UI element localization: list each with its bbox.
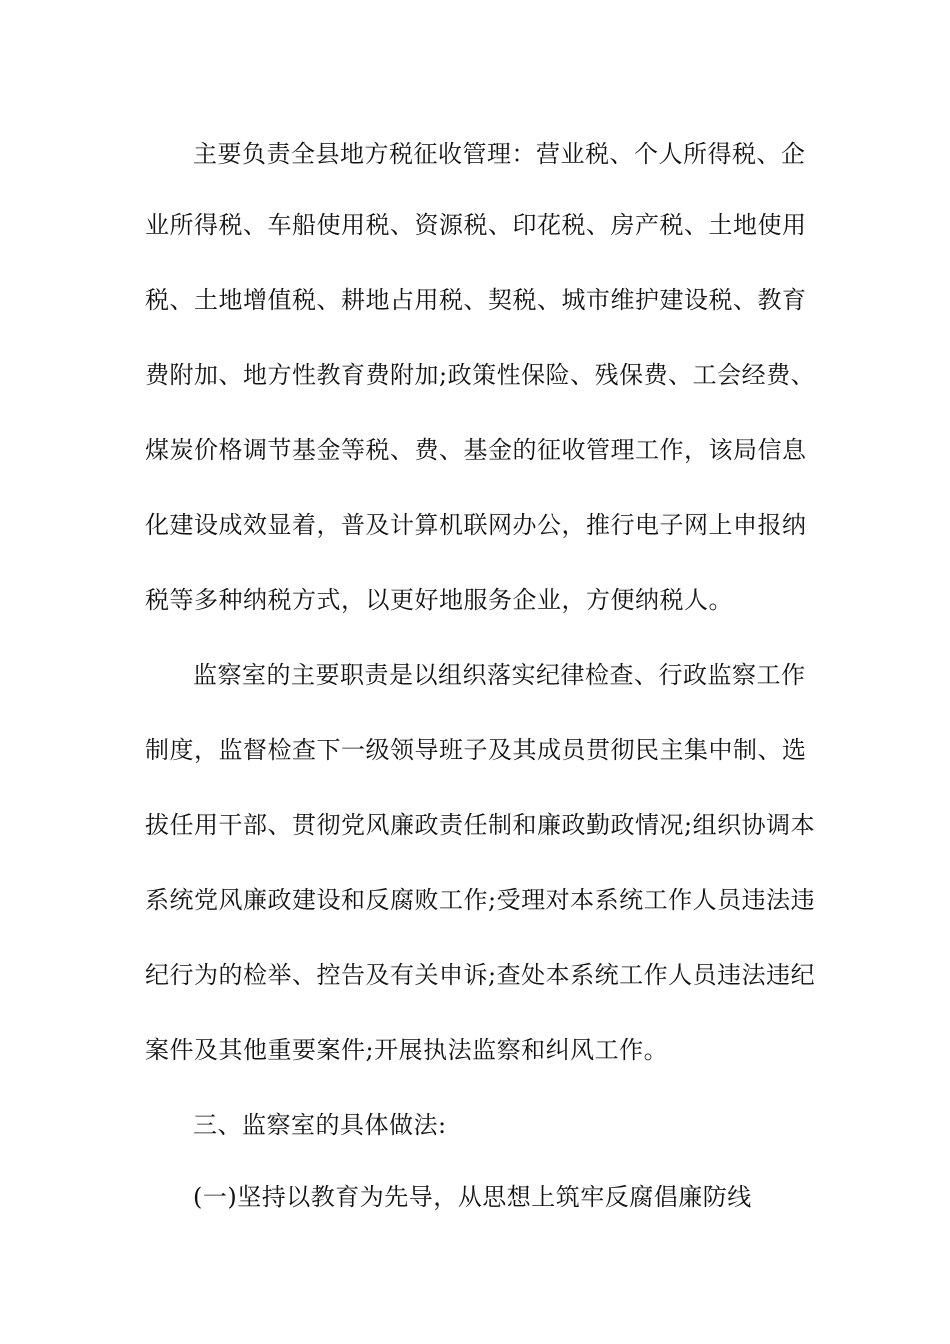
paragraph-2-line-5: 纪行为的检举、控告及有关申诉;查处本系统工作人员违法违纪 [145,961,816,989]
paragraph-1-line-2: 业所得税、车船使用税、资源税、印花税、房产税、土地使用 [145,211,807,239]
paragraph-2-line-1: 监察室的主要职责是以组织落实纪律检查、行政监察工作 [193,661,806,689]
paragraph-2-line-3: 拔任用干部、贯彻党风廉政责任制和廉政勤政情况;组织协调本 [145,811,816,839]
section-heading: 三、监察室的具体做法: [193,1111,447,1139]
paragraph-1-line-4: 费附加、地方性教育费附加;政策性保险、残保费、工会经费、 [145,361,816,389]
paragraph-2-line-4: 系统党风廉政建设和反腐败工作;受理对本系统工作人员违法违 [145,886,816,914]
paragraph-1-line-6: 化建设成效显着，普及计算机联网办公，推行电子网上申报纳 [145,511,807,539]
paragraph-2-line-6: 案件及其他重要案件;开展执法监察和纠风工作。 [145,1036,669,1064]
subsection-heading: (一)坚持以教育为先导，从思想上筑牢反腐倡廉防线 [193,1183,752,1211]
paragraph-1-line-3: 税、土地增值税、耕地占用税、契税、城市维护建设税、教育 [145,286,807,314]
paragraph-1-line-1: 主要负责全县地方税征收管理：营业税、个人所得税、企 [193,140,806,168]
paragraph-1-line-7: 税等多种纳税方式，以更好地服务企业，方便纳税人。 [145,586,733,614]
paragraph-1-line-5: 煤炭价格调节基金等税、费、基金的征收管理工作，该局信息 [145,436,807,464]
paragraph-2-line-2: 制度，监督检查下一级领导班子及其成员贯彻民主集中制、选 [145,736,807,764]
